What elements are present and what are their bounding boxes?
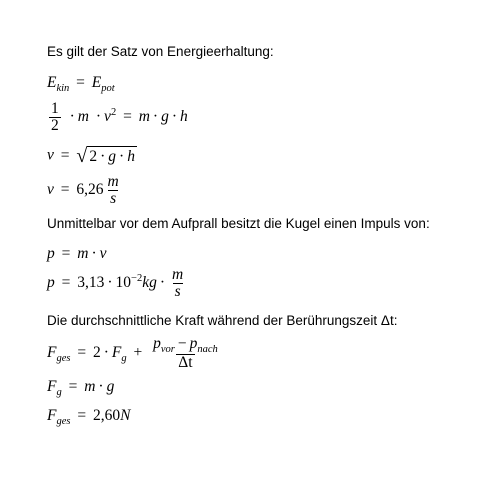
eq7-Fg-sub: g — [121, 353, 127, 365]
eq2-exp: 2 — [110, 107, 117, 119]
eq3-v: v — [47, 146, 54, 164]
eq4-v: v — [47, 181, 54, 199]
eq9-F-sub: ges — [56, 416, 71, 427]
eq3-equals: = — [60, 146, 70, 164]
eq5-m: m — [77, 245, 89, 262]
eq2-equals: = — [123, 108, 132, 126]
eq3-sqrt — [76, 146, 137, 166]
equation-force: $F_{ges} = 2 \cdot F_g$ + $\frac{p_{vor} - p_{nach}}{\Delta t}$ — [47, 335, 218, 371]
eq6-unit-num: m — [172, 266, 184, 283]
eq6-unit: kg — [142, 274, 157, 292]
eq3-g: g — [108, 148, 117, 165]
eq6-mantissa: 3,13 — [77, 274, 105, 292]
eq1-lhs-sub: kin — [56, 83, 70, 94]
eq7-equals: = — [77, 344, 87, 362]
eq2-fraction — [49, 101, 61, 134]
eq7-two: 2 — [92, 344, 101, 362]
eq2-m: m — [77, 108, 89, 126]
eq7-p1-sub: vor — [160, 344, 175, 355]
eq8-F: F — [47, 378, 57, 395]
eq1-rhs-sub: pot — [101, 83, 115, 94]
equation-velocity-root — [47, 146, 137, 166]
eq2-frac-num: 1 — [51, 100, 59, 117]
eq7-p2: p — [189, 335, 198, 352]
eq1-lhs: E — [47, 74, 57, 91]
sqrt-icon: √ — [76, 145, 88, 167]
eq9-unit: N — [120, 407, 131, 424]
eq7-F-sub: ges — [56, 353, 71, 365]
impulse-text: Unmittelbar vor dem Aufprall besitzt die Kugel einen Impuls von: — [47, 216, 430, 231]
eq3-two: 2 — [89, 148, 98, 165]
eq7-fraction — [151, 336, 220, 371]
eq4-unit — [106, 174, 121, 207]
eq7-p1: p — [153, 335, 161, 352]
eq2-frac-den: 2 — [51, 117, 59, 134]
equation-energy-conservation — [47, 74, 115, 92]
eq5-p: p — [47, 245, 55, 262]
eq8-g: g — [106, 378, 115, 395]
eq3-radicand: 2 · g · h — [89, 148, 135, 165]
eq7-minus: − — [177, 335, 187, 352]
eq2-v: v — [104, 108, 111, 126]
equation-kinetic-potential: $\frac{1}{2}$ · $m \cdot v^2 = m \cdot g \cdot h$ — [51, 100, 188, 134]
eq7-denominator: Δt — [178, 354, 193, 371]
eq5-equals: = — [61, 245, 71, 262]
equation-impulse-value: $p = 3,13 \cdot 10^{-2}kg$ · $\frac{m}{s}$ — [47, 266, 184, 300]
eq9-F: F — [47, 407, 57, 424]
eq8-m: m — [84, 378, 96, 395]
equation-velocity-value — [47, 174, 123, 207]
equation-impulse: p = m · v — [47, 245, 107, 262]
eq8-equals: = — [68, 378, 78, 395]
eq4-value: 6,26 — [76, 181, 104, 199]
eq2-rhs-h: h — [179, 108, 188, 126]
eq4-equals: = — [60, 181, 70, 199]
eq7-F: F — [47, 344, 57, 362]
eq6-exp: −2 — [131, 273, 143, 285]
eq5-v: v — [99, 245, 107, 262]
eq3-h: h — [127, 148, 135, 165]
eq7-plus: + — [133, 344, 143, 362]
eq4-unit-num: m — [107, 173, 119, 190]
eq4-unit-den: s — [110, 190, 117, 207]
eq7-p2-sub: nach — [197, 344, 218, 355]
eq6-unit-den: s — [174, 283, 181, 300]
eq6-p: p — [47, 274, 55, 292]
eq6-equals: = — [61, 274, 71, 292]
eq7-Fg: F — [111, 344, 122, 362]
equation-force-value — [47, 407, 130, 425]
eq6-base: 10 — [115, 274, 132, 292]
eq8-F-sub: g — [56, 387, 62, 398]
intro-text: Es gilt der Satz von Energieerhaltung: — [47, 44, 274, 59]
eq6-unit-frac — [170, 267, 185, 300]
eq7-numerator — [151, 336, 220, 354]
force-text: Die durchschnittliche Kraft während der Berührungszeit Δt: — [47, 313, 398, 328]
eq9-equals: = — [77, 407, 87, 424]
equation-weight: $F_g = m \cdot g$ — [47, 378, 115, 398]
eq2-rhs-m: m — [138, 108, 150, 126]
eq2-rhs-g: g — [161, 108, 169, 126]
eq1-equals: = — [76, 74, 85, 91]
eq9-value: 2,60 — [92, 407, 121, 424]
eq1-rhs: E — [91, 74, 102, 91]
